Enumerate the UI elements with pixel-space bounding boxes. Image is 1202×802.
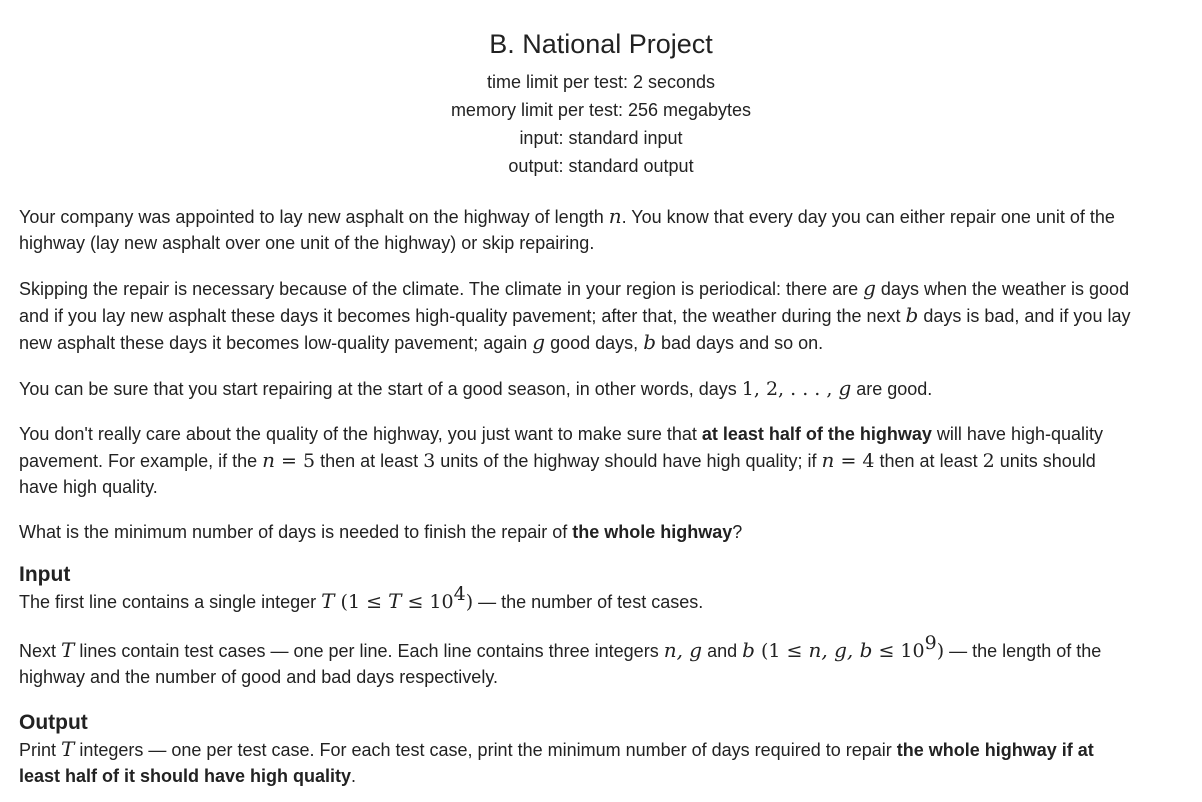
statement-paragraph-2: Skipping the repair is necessary because of the climate. The climate in your region is periodical: there are g days when the weather is good and if you lay new asphalt these days it becomes high-quality pavement; after that, the weather during the next b days is bad, and if you lay new asphalt these days it becomes low-quality pavement; again g good days, b bad days and so on.: [19, 276, 1131, 354]
problem-statement: [19, 203, 1202, 802]
statement-paragraph-4: You don't really care about the quality of the highway, you just want to make sure that at least half of the highway will have high-quality pavement. For example, if the n = 5 then at least 3 units of the highway should have high quality; if n = 4 then at least 2 units should have high quality.: [19, 424, 1103, 497]
input-type: input: standard input: [519, 128, 683, 148]
output-type: output: standard output: [508, 156, 694, 176]
statement-paragraph-1: Your company was appointed to lay new asphalt on the highway of length n. You know that every day you can either repair one unit of the highway (lay new asphalt over one unit of the highway) or skip repairing.: [19, 204, 1115, 253]
output-section-title: Output: [19, 711, 88, 734]
statement-paragraph-3: You can be sure that you start repairing at the start of a good season, in other words, days 1, 2, . . . , g are good.: [19, 376, 933, 400]
statement-paragraph-5: What is the minimum number of days is needed to finish the repair of the whole highway?: [19, 522, 743, 542]
problem-header: [0, 25, 1202, 180]
problem-title: B. National Project: [489, 29, 713, 59]
time-limit: time limit per test: 2 seconds: [486, 72, 716, 92]
output-paragraph-1: Print T integers — one per test case. For each test case, print the minimum number of days required to repair the whole highway if at least half of it should have high quality.: [19, 737, 1094, 786]
input-section-title: Input: [19, 563, 71, 586]
memory-limit: memory limit per test: 256 megabytes: [450, 100, 752, 120]
output-section: [19, 710, 1202, 789]
input-section: [19, 562, 1202, 690]
input-paragraph-2: Next T lines contain test cases — one per line. Each line contains three integers n, g and b (1 ≤ n, g, $b \le 10^9$) — the length of the highway and the number of good and bad days respectively.: [19, 632, 1102, 687]
input-paragraph-1: The first line contains a single integer T $(1 \le T \le 10^4)$ — the number of test cases.: [19, 583, 704, 613]
